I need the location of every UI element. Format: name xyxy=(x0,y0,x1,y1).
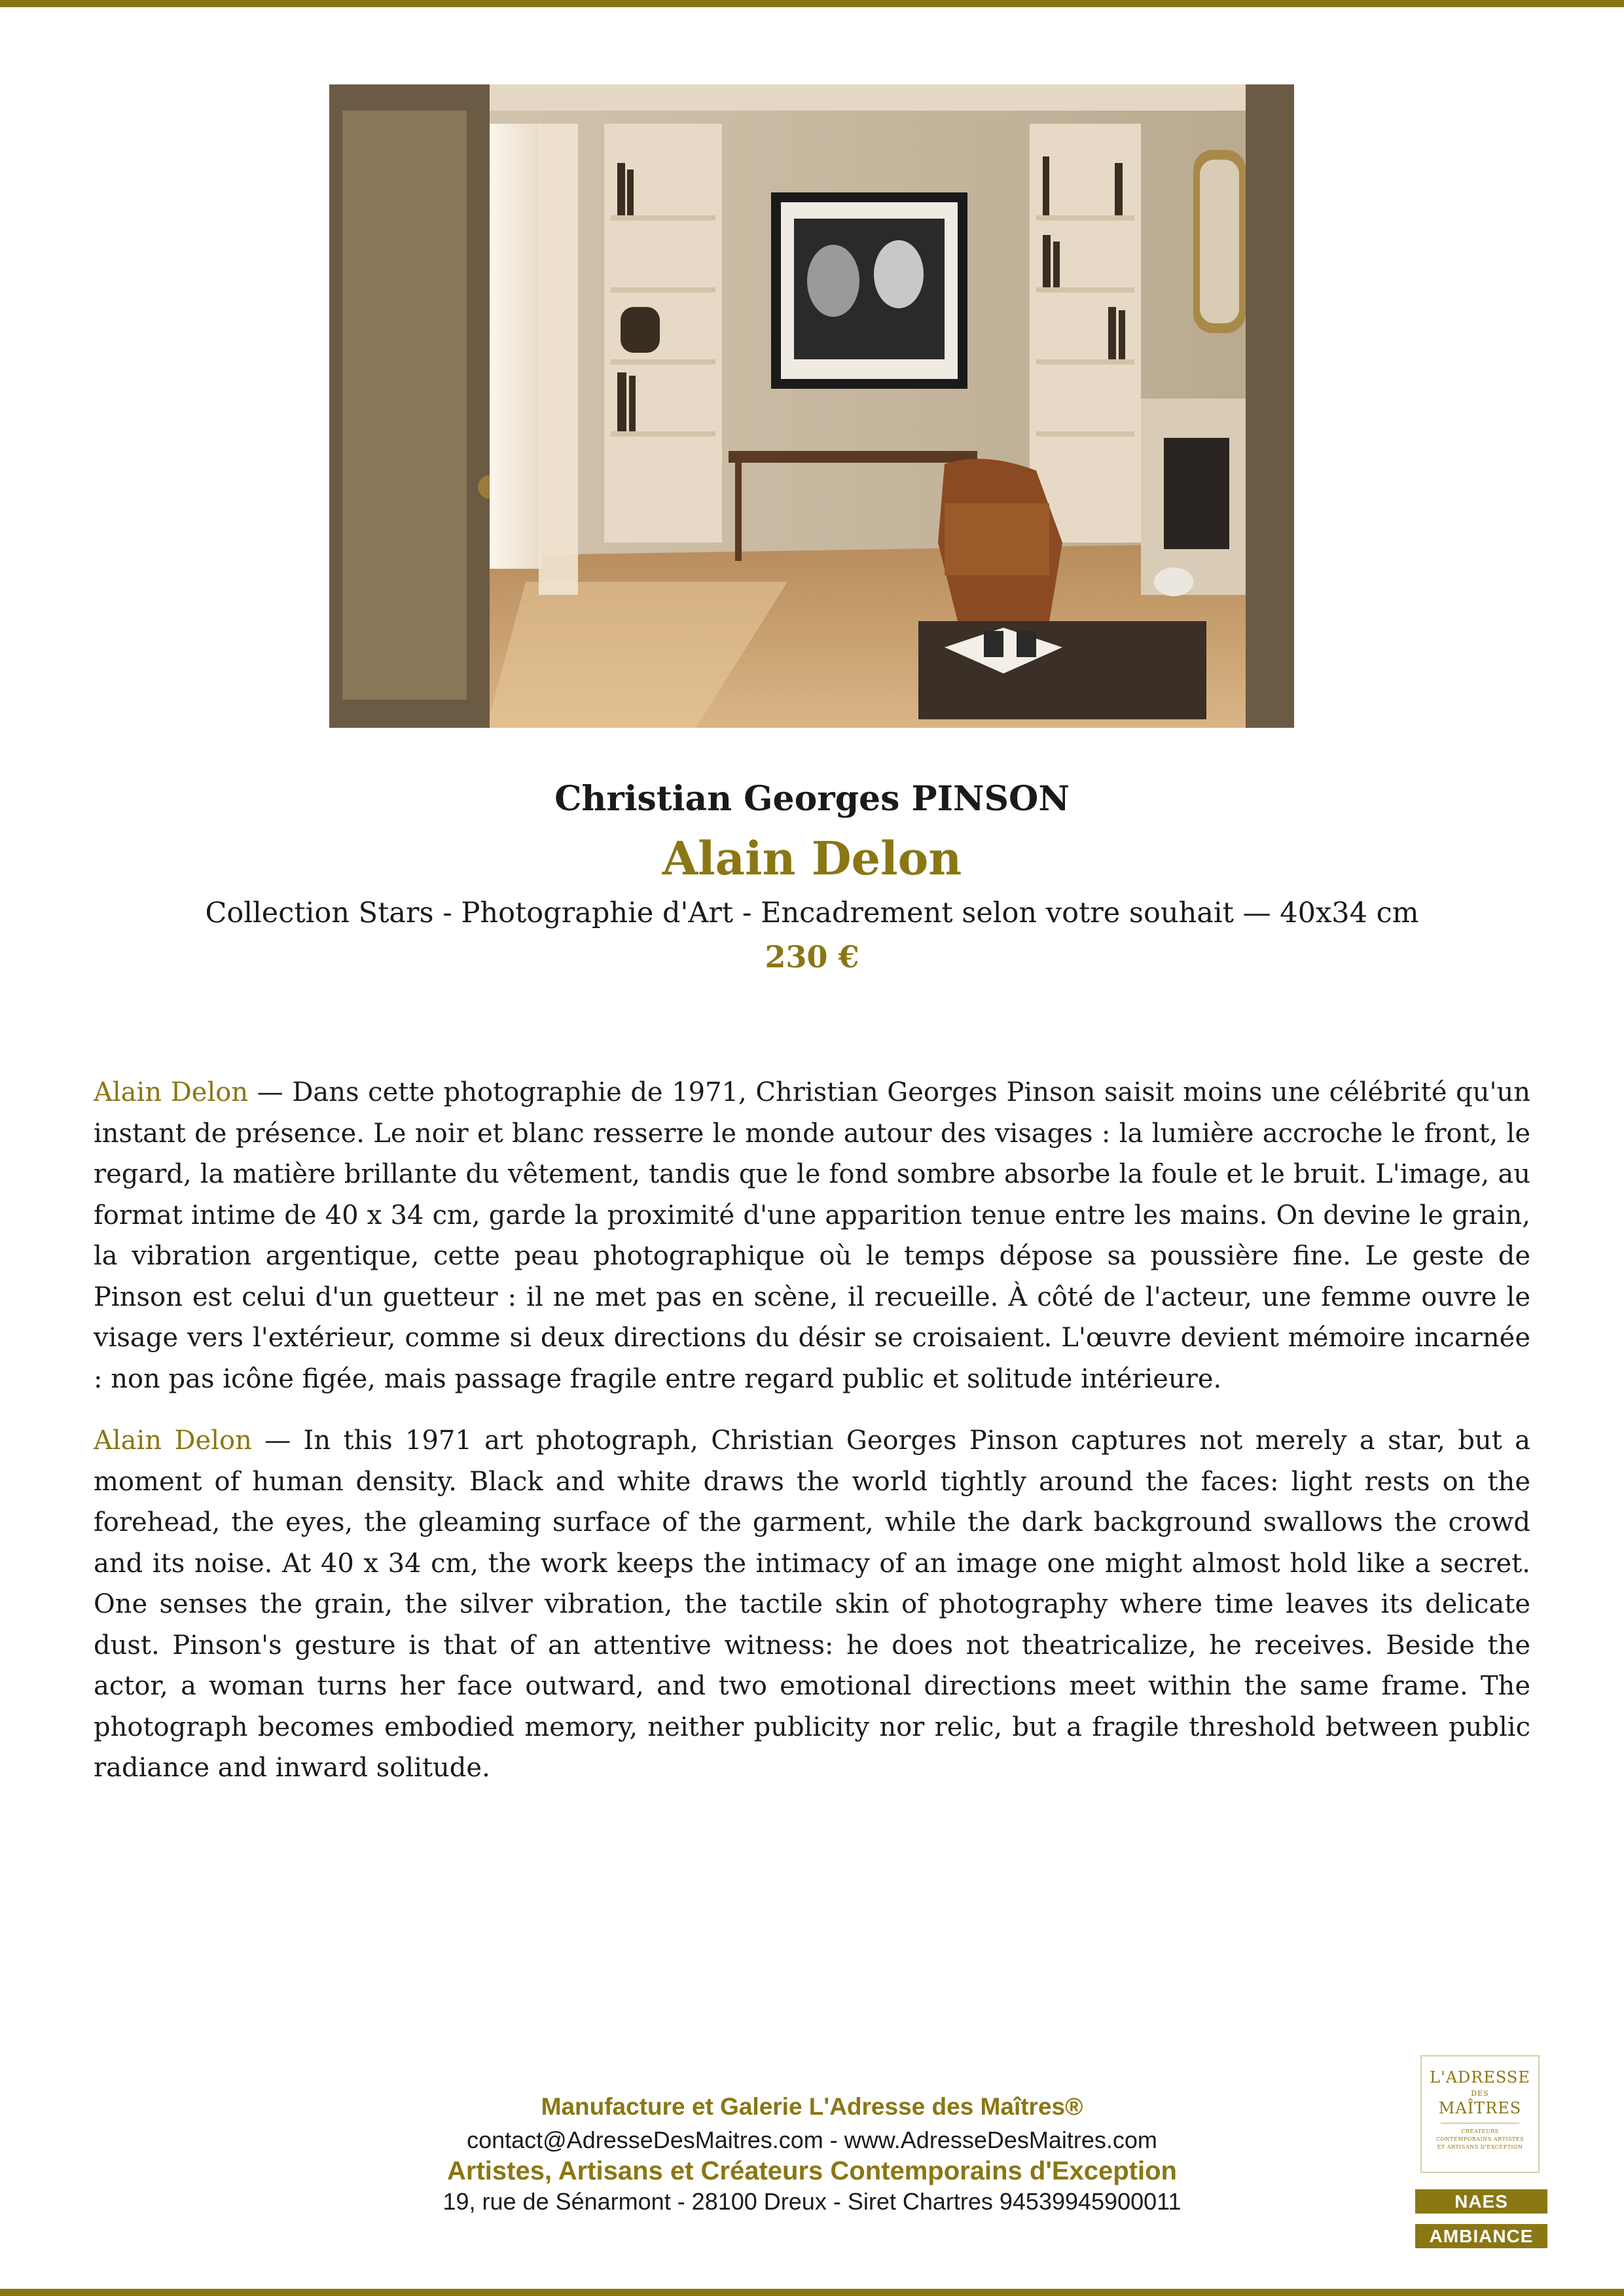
artwork-price: 230 € xyxy=(765,939,859,975)
description-english xyxy=(94,1420,1530,1789)
description-english-lead: Alain Delon xyxy=(94,1426,252,1456)
gallery-logo xyxy=(1420,2055,1540,2173)
artist-name: Christian Georges PINSON xyxy=(554,779,1070,819)
description-french-lead: Alain Delon xyxy=(94,1077,249,1107)
badge-naes: NAES xyxy=(1415,2189,1547,2214)
logo-tagline: CRÉATEURS CONTEMPORAINS ARTISTES ET ARTISANS D'EXCEPTION xyxy=(1435,2128,1525,2150)
footer-tagline: Artistes, Artisans et Créateurs Contemporains d'Exception xyxy=(447,2157,1177,2185)
logo-divider xyxy=(1441,2123,1519,2124)
footer-gallery-name: Manufacture et Galerie L'Adresse des Maîtres® xyxy=(541,2093,1083,2120)
description-french xyxy=(94,1072,1530,1399)
bottom-rule xyxy=(0,2289,1624,2296)
footer-address: 19, rue de Sénarmont - 28100 Dreux - Siret Chartres 94539945900011 xyxy=(442,2188,1182,2215)
footer-contact: contact@AdresseDesMaitres.com - www.AdresseDesMaitres.com xyxy=(467,2126,1157,2153)
description-english-body: — In this 1971 art photograph, Christian Georges Pinson captures not merely a star, but a moment of human density. Black and white draws the world tightly around the faces: light rests on the forehead, the eyes, the gleaming surface of the garment, while the dark background swallows the crowd and its noise. At 40 x 34 cm, the work keeps the intimacy of an image one might almost hold like a secret. One senses the grain, the silver vibration, the tactile skin of photography where time leaves its delicate dust. Pinson's gesture is that of an attentive witness: he does not theatricalize, he receives. Beside the actor, a woman turns her face outward, and two emotional directions meet within the same frame. The photograph becomes embodied memory, neither publicity nor relic, but a fragile threshold between public radiance and inward solitude. xyxy=(94,1426,1530,1783)
top-rule xyxy=(0,0,1624,7)
artwork-title: Alain Delon xyxy=(662,831,962,886)
artwork-interior-photo xyxy=(329,84,1294,728)
artwork-subtitle: Collection Stars - Photographie d'Art - Encadrement selon votre souhait — 40x34 cm xyxy=(205,897,1419,929)
description-french-body: — Dans cette photographie de 1971, Christian Georges Pinson saisit moins une célébrité qu'un instant de présence. Le noir et blanc resserre le monde autour des visages : la lumière accroche le front, le regard, la matière brillante du vêtement, tandis que le fond sombre absorbe la foule et le bruit. L'image, au format intime de 40 x 34 cm, garde la proximité d'une apparition tenue entre les mains. On devine le grain, la vibration argentique, cette peau photographique où le temps dépose sa poussière fine. Le geste de Pinson est celui d'un guetteur : il ne met pas en scène, il recueille. À côté de l'acteur, une femme ouvre le visage vers l'extérieur, comme si deux directions du désir se croisaient. L'œuvre devient mémoire incarnée : non pas icône figée, mais passage fragile entre regard public et solitude intérieure. xyxy=(94,1077,1530,1394)
logo-line3: MAÎTRES xyxy=(1438,2099,1522,2117)
logo-line1: L'ADRESSE xyxy=(1430,2068,1530,2087)
badge-ambiance: AMBIANCE xyxy=(1415,2224,1547,2248)
logo-line2: DES xyxy=(1471,2089,1489,2098)
